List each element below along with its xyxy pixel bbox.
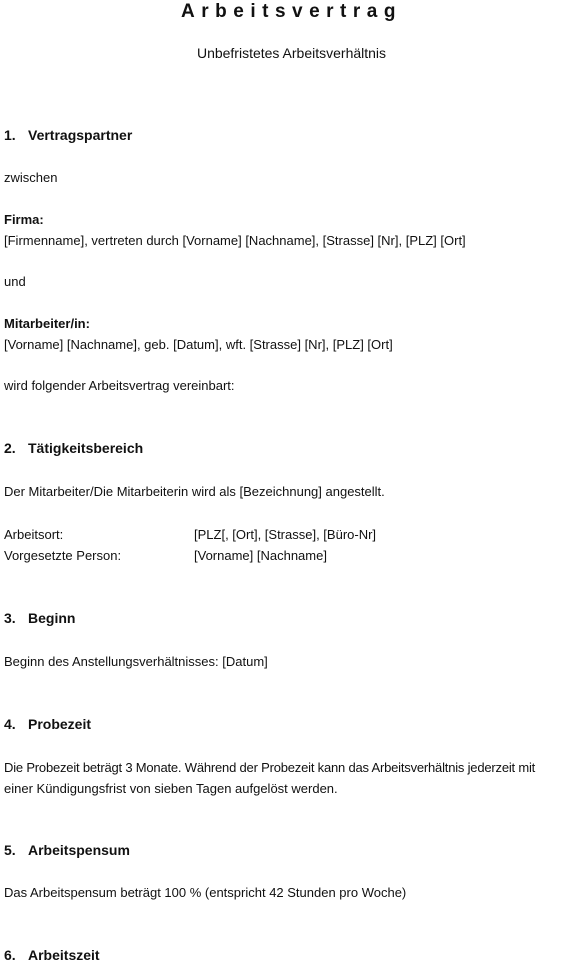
company-text: [Firmenname], vertreten durch [Vorname] [Nachname], [Strasse] [Nr], [PLZ] [Ort]: [4, 233, 466, 248]
section-heading-arbeitspensum: [4, 839, 130, 861]
document-subtitle: Unbefristetes Arbeitsverhältnis: [196, 45, 387, 61]
agreement-text: wird folgender Arbeitsvertrag vereinbart:: [4, 378, 235, 393]
and-text: und: [4, 274, 26, 289]
section-number: 6.: [4, 947, 16, 963]
between-text: zwischen: [4, 170, 58, 185]
section-heading-taetigkeitsbereich: [4, 437, 143, 459]
employee-text: [Vorname] [Nachname], geb. [Datum], wft. [Strasse] [Nr], [PLZ] [Ort]: [4, 337, 393, 352]
section-heading-beginn: [4, 607, 75, 629]
section-title: Tätigkeitsbereich: [28, 440, 144, 456]
section-title: Beginn: [28, 610, 76, 626]
section-number: 3.: [4, 610, 16, 626]
section-heading-arbeitszeit: [4, 944, 100, 966]
section-title: Arbeitszeit: [28, 947, 100, 963]
section-title: Vertragspartner: [28, 127, 133, 143]
section-number: 2.: [4, 440, 16, 456]
supervisor-value: [Vorname] [Nachname]: [194, 548, 327, 563]
probation-text-line-1: Die Probezeit beträgt 3 Monate. Während der Probezeit kann das Arbeitsverhältnis jederzeit mit: [4, 760, 536, 775]
probation-text-line-2: einer Kündigungsfrist von sieben Tagen aufgelöst werden.: [4, 781, 338, 796]
position-text: Der Mitarbeiter/Die Mitarbeiterin wird als [Bezeichnung] angestellt.: [4, 484, 385, 499]
workload-text: Das Arbeitspensum beträgt 100 % (entspricht 42 Stunden pro Woche): [4, 885, 407, 900]
section-heading-vertragspartner: [4, 124, 132, 146]
section-title: Probezeit: [28, 716, 92, 732]
start-date-text: Beginn des Anstellungsverhältnisses: [Datum]: [4, 654, 268, 669]
supervisor-label: Vorgesetzte Person:: [4, 548, 122, 563]
employee-label: Mitarbeiter/in:: [4, 316, 90, 331]
workplace-value: [PLZ[, [Ort], [Strasse], [Büro-Nr]: [194, 527, 377, 542]
document-title: Arbeitsvertrag: [181, 1, 402, 22]
section-number: 1.: [4, 127, 16, 143]
company-label: Firma:: [4, 212, 44, 227]
section-number: 4.: [4, 716, 16, 732]
section-number: 5.: [4, 842, 16, 858]
section-title: Arbeitspensum: [28, 842, 130, 858]
section-heading-probezeit: [4, 713, 91, 735]
workplace-label: Arbeitsort:: [4, 527, 64, 542]
